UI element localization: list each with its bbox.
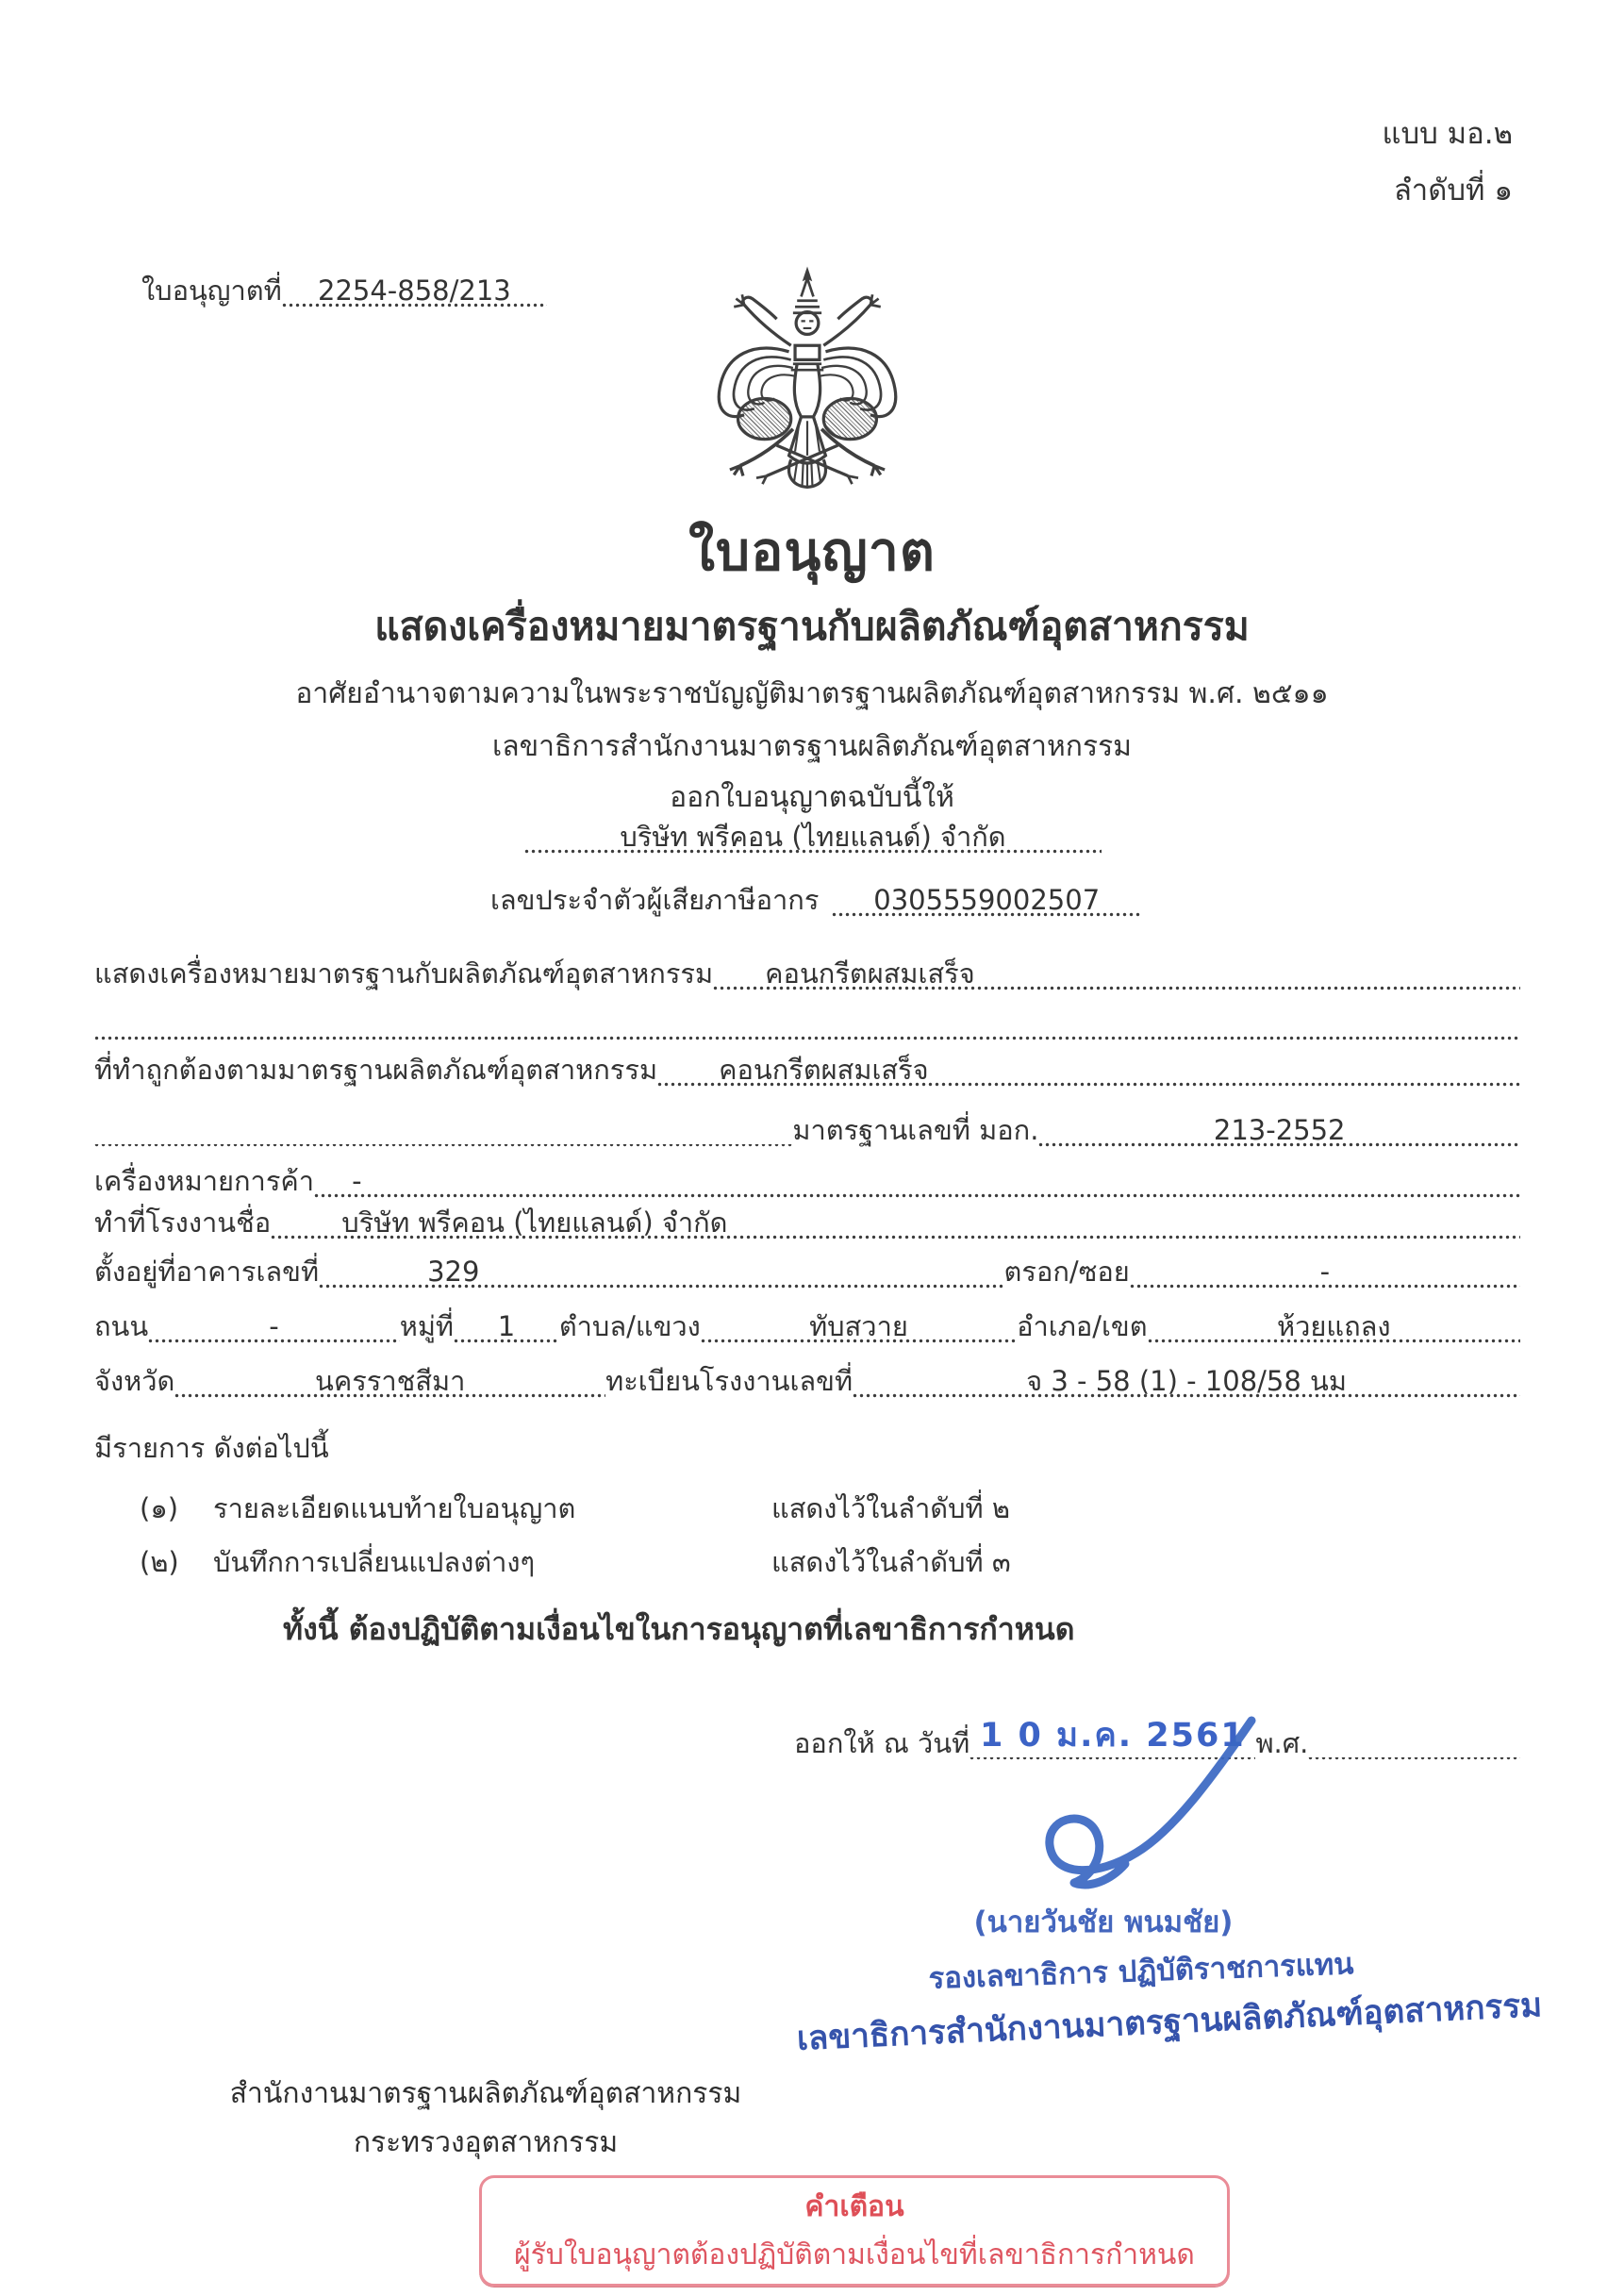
factory-reg-value: จ 3 - 58 (1) - 108/58 นม bbox=[853, 1367, 1520, 1400]
standard-label: มาตรฐานเลขที่ มอก. bbox=[792, 1114, 1039, 1146]
amphoe-label: อำเภอ/เขต bbox=[1017, 1310, 1148, 1342]
footer-ministry: กระทรวงอุตสาหกรรม bbox=[353, 2126, 619, 2159]
province-label: จังหวัด bbox=[94, 1365, 175, 1397]
factory-reg-label: ทะเบียนโรงงานเลขที่ bbox=[605, 1365, 853, 1397]
moo-value: 1 bbox=[454, 1312, 559, 1345]
moo-label: หมู่ที่ bbox=[399, 1310, 455, 1342]
amphoe-value: ห้วยแถลง bbox=[1148, 1312, 1520, 1345]
list-intro: มีรายการ ดังต่อไปนี้ bbox=[94, 1432, 329, 1464]
list-item-1-ref: แสดงไว้ในลำดับที่ ๒ bbox=[771, 1492, 1010, 1524]
standard-row bbox=[94, 1115, 1520, 1149]
road-value: - bbox=[148, 1312, 399, 1345]
conform-row bbox=[94, 1055, 1520, 1089]
warning-box bbox=[479, 2175, 1230, 2287]
signer-position-line-2: เลขาธิการสำนักงานมาตรฐานผลิตภัณฑ์อุตสาหกรรม bbox=[796, 1987, 1543, 2058]
mark-label: แสดงเครื่องหมายมาตรฐานกับผลิตภัณฑ์อุตสาหกรรม bbox=[94, 957, 714, 990]
factory-name-label: ทำที่โรงงานชื่อ bbox=[94, 1206, 272, 1239]
condition-note: ทั้งนี้ ต้องปฏิบัติตามเงื่อนไขในการอนุญาตที่เลขาธิการกำหนด bbox=[283, 1611, 1075, 1647]
conform-label: ที่ทำถูกต้องตามมาตรฐานผลิตภัณฑ์อุตสาหกรรม bbox=[94, 1054, 658, 1086]
list-item-1-number: (๑) bbox=[140, 1492, 179, 1524]
signer-position-line-1: รองเลขาธิการ ปฏิบัติราชการแทน bbox=[928, 1947, 1355, 1996]
signature-stroke-icon bbox=[948, 1709, 1268, 1912]
soi-label: ตรอก/ซอย bbox=[1003, 1256, 1130, 1288]
factory-name-row bbox=[94, 1207, 1520, 1241]
address-row bbox=[94, 1256, 1520, 1290]
list-item-2-ref: แสดงไว้ในลำดับที่ ๓ bbox=[771, 1546, 1011, 1578]
trademark-value: - bbox=[314, 1167, 1520, 1200]
tax-id-label: เลขประจำตัวผู้เสียภาษีอากร bbox=[490, 884, 820, 916]
era-dots bbox=[1308, 1757, 1520, 1762]
licensee-name: บริษัท พรีคอน (ไทยแลนด์) จำกัด bbox=[524, 823, 1102, 856]
signer-name: (นายวันชัย พนมชัย) bbox=[973, 1905, 1234, 1939]
form-code-block bbox=[1382, 106, 1513, 220]
road-label: ถนน bbox=[94, 1310, 149, 1342]
tax-id-row bbox=[490, 885, 1141, 919]
intro-line-2: เลขาธิการสำนักงานมาตรฐานผลิตภัณฑ์อุตสาหกรรม bbox=[492, 730, 1132, 763]
list-item-2-number: (๒) bbox=[140, 1546, 179, 1578]
list-item-1-text: รายละเอียดแนบท้ายใบอนุญาต bbox=[213, 1492, 576, 1524]
list-item-2 bbox=[140, 1540, 1177, 1584]
soi-value: - bbox=[1130, 1257, 1520, 1290]
intro-line-3: ออกใบอนุญาตฉบับนี้ให้ bbox=[670, 781, 954, 814]
page-title: ใบอนุญาต bbox=[688, 521, 936, 583]
building-no-value: 329 bbox=[319, 1257, 1003, 1290]
license-number-value: 2254-858/213 bbox=[282, 276, 547, 309]
province-row bbox=[94, 1366, 1520, 1400]
footer-organization: สำนักงานมาตรฐานผลิตภัณฑ์อุตสาหกรรม bbox=[229, 2077, 742, 2110]
trademark-label: เครื่องหมายการค้า bbox=[94, 1165, 315, 1197]
province-value: นครราชสีมา bbox=[174, 1367, 605, 1400]
road-row bbox=[94, 1311, 1520, 1345]
trademark-row bbox=[94, 1166, 1520, 1200]
building-no-label: ตั้งอยู่ที่อาคารเลขที่ bbox=[94, 1256, 320, 1288]
tambon-value: ทับสวาย bbox=[701, 1312, 1017, 1345]
standard-value: 213-2552 bbox=[1038, 1116, 1520, 1149]
list-item-2-text: บันทึกการเปลี่ยนแปลงต่างๆ bbox=[213, 1546, 536, 1578]
conform-value: คอนกรีตผสมเสร็จ bbox=[657, 1056, 1520, 1089]
factory-name-value: บริษัท พรีคอน (ไทยแลนด์) จำกัด bbox=[271, 1208, 1520, 1241]
sequence-number: ลำดับที่ ๑ bbox=[1393, 174, 1513, 208]
garuda-emblem-icon bbox=[705, 266, 909, 494]
warning-text: ผู้รับใบอนุญาตต้องปฏิบัติตามเงื่อนไขที่เลขาธิการกำหนด bbox=[514, 2238, 1195, 2271]
page-subtitle: แสดงเครื่องหมายมาตรฐานกับผลิตภัณฑ์อุตสาหกรรม bbox=[374, 604, 1250, 649]
licensee-row bbox=[524, 823, 1102, 856]
license-number-label: ใบอนุญาตที่ bbox=[141, 275, 282, 307]
intro-line-1: อาศัยอำนาจตามความในพระราชบัญญัติมาตรฐานผลิตภัณฑ์อุตสาหกรรม พ.ศ. ๒๕๑๑ bbox=[295, 677, 1329, 710]
tax-id-value: 0305559002507 bbox=[832, 886, 1141, 919]
standard-leading-dots bbox=[94, 1144, 792, 1149]
form-code: แบบ มอ.๒ bbox=[1382, 117, 1513, 151]
era-label: พ.ศ. bbox=[1255, 1727, 1309, 1759]
continuation-dotted-line bbox=[94, 1017, 1520, 1042]
tambon-label: ตำบล/แขวง bbox=[558, 1310, 701, 1342]
list-item-1 bbox=[140, 1487, 1177, 1530]
issue-date-stamp: 1 0 ม.ค. 2561 bbox=[979, 1716, 1246, 1755]
mark-row bbox=[94, 958, 1520, 992]
issue-date-label: ออกให้ ณ วันที่ bbox=[794, 1727, 970, 1759]
license-number-row bbox=[141, 275, 547, 309]
warning-title: คำเตือน bbox=[804, 2190, 904, 2223]
mark-value: คอนกรีตผสมเสร็จ bbox=[713, 959, 1520, 992]
